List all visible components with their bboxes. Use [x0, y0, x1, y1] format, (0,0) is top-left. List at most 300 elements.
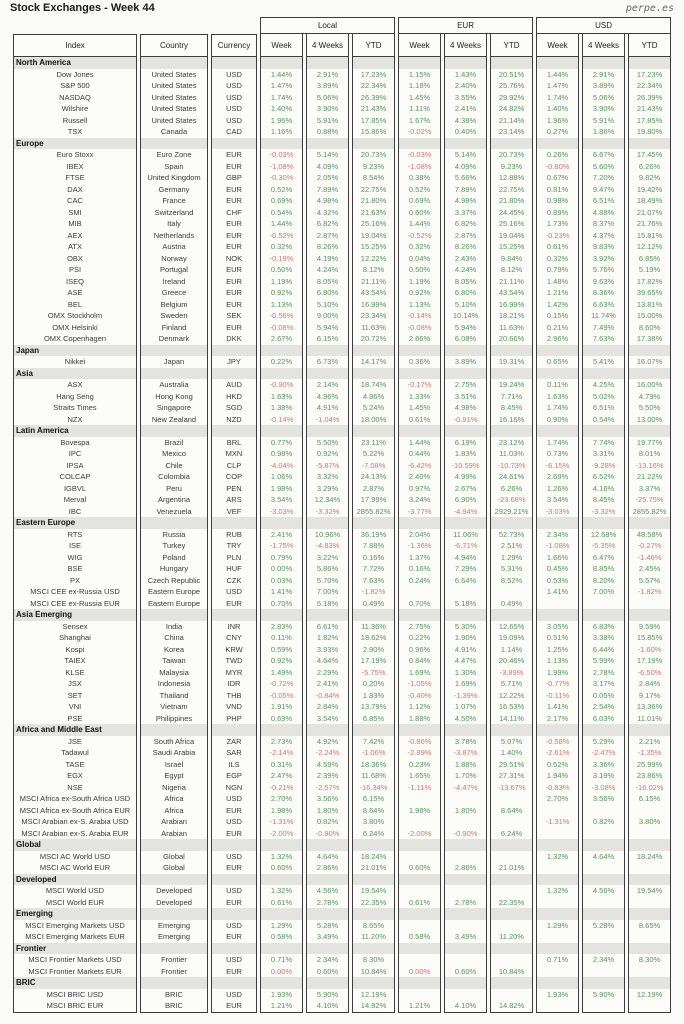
value-cell: 4.32%: [306, 207, 349, 219]
table-row: [13, 621, 671, 633]
index-cell: MSCI Frontier Markets USD: [13, 954, 137, 966]
section-fill: [536, 345, 579, 357]
value-cell: 1.74%: [536, 402, 579, 414]
value-cell: 1.48%: [536, 276, 579, 288]
section-fill: [536, 57, 579, 69]
section-fill: [444, 609, 487, 621]
value-cell: 8.64%: [352, 805, 395, 817]
value-cell: 0.70%: [398, 598, 441, 610]
section-fill: [582, 57, 625, 69]
value-cell: 0.61%: [536, 241, 579, 253]
value-cell: 0.00%: [260, 966, 303, 978]
value-cell: 0.60%: [398, 862, 441, 874]
currency-cell: JPY: [211, 356, 257, 368]
value-cell: 17.45%: [628, 149, 671, 161]
currency-cell: EUR: [211, 828, 257, 840]
value-cell: -0.80%: [536, 161, 579, 173]
value-cell: 2.90%: [352, 644, 395, 656]
value-cell: 23.14%: [490, 126, 533, 138]
index-cell: PSI: [13, 264, 137, 276]
value-cell: 1.96%: [536, 115, 579, 127]
table-row: [13, 701, 671, 713]
value-cell: 4.86%: [352, 391, 395, 403]
value-cell: 3.32%: [306, 471, 349, 483]
value-cell: 1.40%: [260, 103, 303, 115]
value-cell: 17.85%: [628, 115, 671, 127]
value-cell: 12.22%: [352, 253, 395, 265]
value-cell: 1.16%: [260, 126, 303, 138]
value-cell: 5.18%: [444, 598, 487, 610]
column-header-currency: Currency: [211, 34, 257, 57]
currency-cell: VND: [211, 701, 257, 713]
table-row: [13, 322, 671, 334]
value-cell: 10.96%: [306, 529, 349, 541]
page-title: Stock Exchanges - Week 44: [10, 2, 155, 14]
value-cell: 19.80%: [628, 126, 671, 138]
index-cell: MSCI Africa ex-South Africa USD: [13, 793, 137, 805]
index-cell: BEL: [13, 299, 137, 311]
value-cell: 1.83%: [352, 690, 395, 702]
section-fill: [628, 943, 671, 955]
currency-cell: EUR: [211, 195, 257, 207]
value-cell: 8.85%: [582, 563, 625, 575]
value-cell: 1.41%: [536, 701, 579, 713]
index-cell: OMX Stockholm: [13, 310, 137, 322]
country-cell: Japan: [140, 356, 208, 368]
value-cell: 24.82%: [490, 103, 533, 115]
value-cell: 2.86%: [444, 862, 487, 874]
section-fill: [306, 724, 349, 736]
value-cell: 7.71%: [490, 391, 533, 403]
value-cell: 39.65%: [628, 287, 671, 299]
currency-cell: USD: [211, 954, 257, 966]
value-cell: 3.22%: [306, 552, 349, 564]
currency-cell: EUR: [211, 322, 257, 334]
currency-cell: USD: [211, 793, 257, 805]
value-cell: 6.26%: [628, 161, 671, 173]
section-fill: [490, 908, 533, 920]
value-cell: 2.51%: [490, 540, 533, 552]
value-cell: -6.42%: [398, 460, 441, 472]
value-cell: [398, 954, 441, 966]
value-cell: 5.07%: [490, 736, 533, 748]
currency-cell: KRW: [211, 644, 257, 656]
column-header-index: Index: [13, 34, 137, 57]
value-cell: 21.43%: [352, 103, 395, 115]
value-cell: 4.38%: [444, 115, 487, 127]
value-cell: -0.03%: [398, 149, 441, 161]
table-row: [13, 552, 671, 564]
section-fill: [628, 345, 671, 357]
value-cell: 1.82%: [306, 632, 349, 644]
value-cell: [398, 851, 441, 863]
table-row: [13, 115, 671, 127]
value-cell: 8.52%: [490, 575, 533, 587]
value-cell: 3.56%: [306, 793, 349, 805]
value-cell: 1.29%: [260, 920, 303, 932]
table-row: [13, 747, 671, 759]
value-cell: 1.91%: [260, 701, 303, 713]
value-cell: 0.44%: [398, 448, 441, 460]
index-cell: NZX: [13, 414, 137, 426]
currency-cell: MYR: [211, 667, 257, 679]
value-cell: [582, 1000, 625, 1013]
value-cell: -0.90%: [306, 828, 349, 840]
value-cell: 9.63%: [582, 276, 625, 288]
value-cell: 0.61%: [260, 897, 303, 909]
value-cell: 1.18%: [398, 80, 441, 92]
value-cell: 1.69%: [444, 678, 487, 690]
section-fill: [444, 57, 487, 69]
value-cell: 17.85%: [352, 115, 395, 127]
value-cell: 22.35%: [490, 897, 533, 909]
value-cell: 0.92%: [260, 287, 303, 299]
value-cell: 1.11%: [398, 103, 441, 115]
country-cell: Global: [140, 851, 208, 863]
index-cell: Nikkei: [13, 356, 137, 368]
value-cell: 2.87%: [352, 483, 395, 495]
value-cell: 21.11%: [490, 276, 533, 288]
section-fill: [306, 345, 349, 357]
value-cell: 2.78%: [582, 667, 625, 679]
currency-cell: NGN: [211, 782, 257, 794]
value-cell: 7.00%: [306, 586, 349, 598]
section-row: [13, 874, 671, 886]
index-cell: S&P 500: [13, 80, 137, 92]
country-cell: Australia: [140, 379, 208, 391]
value-cell: -1.04%: [306, 414, 349, 426]
value-cell: -7.08%: [352, 460, 395, 472]
value-cell: -10.73%: [490, 460, 533, 472]
value-cell: 6.15%: [628, 793, 671, 805]
value-cell: 19.04%: [490, 230, 533, 242]
value-cell: 29.92%: [490, 92, 533, 104]
country-cell: Czech Republic: [140, 575, 208, 587]
value-cell: 15.00%: [628, 310, 671, 322]
value-cell: -1.31%: [260, 816, 303, 828]
section-fill: [211, 57, 257, 69]
table-row: [13, 598, 671, 610]
table-row: [13, 713, 671, 725]
section-fill: [140, 977, 208, 989]
index-cell: Euro Stoxx: [13, 149, 137, 161]
value-cell: -1.75%: [260, 540, 303, 552]
country-cell: Malaysia: [140, 667, 208, 679]
value-cell: 0.00%: [398, 966, 441, 978]
value-cell: 4.59%: [306, 759, 349, 771]
value-cell: 0.54%: [260, 207, 303, 219]
value-cell: 3.36%: [582, 759, 625, 771]
value-cell: -0.27%: [628, 540, 671, 552]
value-cell: [490, 851, 533, 863]
value-cell: -1.08%: [260, 161, 303, 173]
index-cell: IBC: [13, 506, 137, 518]
value-cell: 15.25%: [490, 241, 533, 253]
value-cell: 0.92%: [398, 287, 441, 299]
table-row: [13, 851, 671, 863]
value-cell: 0.16%: [398, 563, 441, 575]
currency-cell: HKD: [211, 391, 257, 403]
value-cell: 1.30%: [444, 667, 487, 679]
currency-cell: EUR: [211, 897, 257, 909]
table-row: [13, 529, 671, 541]
value-cell: [444, 885, 487, 897]
value-cell: 1.66%: [536, 552, 579, 564]
section-fill: [628, 874, 671, 886]
country-cell: Austria: [140, 241, 208, 253]
currency-cell: EUR: [211, 230, 257, 242]
value-cell: 11.20%: [352, 931, 395, 943]
value-cell: 5.22%: [352, 448, 395, 460]
currency-cell: USD: [211, 920, 257, 932]
value-cell: 3.38%: [582, 632, 625, 644]
value-cell: 0.45%: [536, 563, 579, 575]
value-cell: 13.81%: [628, 299, 671, 311]
value-cell: [398, 989, 441, 1001]
value-cell: -0.83%: [536, 782, 579, 794]
table-row: [13, 287, 671, 299]
value-cell: 5.94%: [444, 322, 487, 334]
value-cell: 5.29%: [582, 736, 625, 748]
value-cell: [490, 586, 533, 598]
value-cell: 17.82%: [628, 276, 671, 288]
country-cell: Sweden: [140, 310, 208, 322]
table-row: [13, 989, 671, 1001]
currency-cell: EUR: [211, 966, 257, 978]
index-cell: Merval: [13, 494, 137, 506]
section-fill: [140, 609, 208, 621]
country-cell: Greece: [140, 287, 208, 299]
currency-cell: EUR: [211, 161, 257, 173]
value-cell: 8.64%: [490, 805, 533, 817]
currency-cell: ZAR: [211, 736, 257, 748]
value-cell: 20.72%: [352, 333, 395, 345]
column-group-local: Local: [260, 17, 395, 34]
column-group-usd: USD: [536, 17, 671, 34]
index-cell: NASDAQ: [13, 92, 137, 104]
value-cell: [536, 1000, 579, 1013]
value-cell: [444, 586, 487, 598]
value-cell: 0.11%: [260, 632, 303, 644]
country-cell: Russia: [140, 529, 208, 541]
value-cell: 11.06%: [444, 529, 487, 541]
index-cell: TAIEX: [13, 655, 137, 667]
value-cell: 4.10%: [444, 1000, 487, 1013]
value-cell: 4.92%: [306, 736, 349, 748]
value-cell: 21.01%: [490, 862, 533, 874]
section-fill: [352, 609, 395, 621]
column-group-eur: EUR: [398, 17, 533, 34]
value-cell: 5.14%: [444, 149, 487, 161]
header-spacer: [211, 17, 257, 34]
value-cell: 16.00%: [628, 379, 671, 391]
index-cell: Russell: [13, 115, 137, 127]
value-cell: 11.03%: [490, 448, 533, 460]
value-cell: 7.20%: [582, 172, 625, 184]
value-cell: 0.23%: [398, 759, 441, 771]
section-fill: [260, 345, 303, 357]
country-cell: Italy: [140, 218, 208, 230]
index-cell: MSCI CEE ex-Russia USD: [13, 586, 137, 598]
index-cell: Hang Seng: [13, 391, 137, 403]
section-fill: [582, 368, 625, 380]
value-cell: 8.05%: [306, 276, 349, 288]
currency-cell: BRL: [211, 437, 257, 449]
value-cell: 0.26%: [536, 149, 579, 161]
column-header-usd-4-weeks: 4 Weeks: [582, 34, 625, 57]
table-row: [13, 230, 671, 242]
value-cell: -3.08%: [582, 782, 625, 794]
value-cell: 0.21%: [536, 322, 579, 334]
section-fill: [260, 57, 303, 69]
section-fill: [490, 839, 533, 851]
value-cell: 0.71%: [260, 954, 303, 966]
table-row: [13, 207, 671, 219]
value-cell: 5.06%: [582, 92, 625, 104]
value-cell: 4.16%: [582, 483, 625, 495]
section-fill: [260, 943, 303, 955]
value-cell: 22.75%: [490, 184, 533, 196]
value-cell: 0.79%: [536, 264, 579, 276]
value-cell: [628, 966, 671, 978]
currency-cell: IDR: [211, 678, 257, 690]
index-cell: NSE: [13, 782, 137, 794]
section-fill: [352, 839, 395, 851]
value-cell: 1.93%: [260, 989, 303, 1001]
value-cell: 4.79%: [628, 391, 671, 403]
section-fill: [306, 908, 349, 920]
value-cell: 5.91%: [306, 115, 349, 127]
index-cell: OMX Helsinki: [13, 322, 137, 334]
value-cell: 19.24%: [490, 379, 533, 391]
section-fill: [398, 425, 441, 437]
section-fill: [444, 425, 487, 437]
table-row: [13, 736, 671, 748]
value-cell: 8.60%: [628, 322, 671, 334]
value-cell: 16.99%: [490, 299, 533, 311]
value-cell: 2.69%: [536, 471, 579, 483]
table-row: [13, 644, 671, 656]
value-cell: 15.81%: [628, 230, 671, 242]
value-cell: 20.51%: [490, 69, 533, 81]
section-fill: [536, 368, 579, 380]
section-fill: [398, 839, 441, 851]
value-cell: 7.29%: [444, 563, 487, 575]
value-cell: 23.86%: [628, 770, 671, 782]
section-fill: [444, 368, 487, 380]
index-cell: ASX: [13, 379, 137, 391]
value-cell: -0.19%: [260, 253, 303, 265]
section-fill: [444, 839, 487, 851]
value-cell: -0.21%: [260, 782, 303, 794]
value-cell: 6.85%: [352, 713, 395, 725]
value-cell: 6.80%: [444, 287, 487, 299]
value-cell: 18.74%: [352, 379, 395, 391]
value-cell: 0.98%: [260, 448, 303, 460]
section-fill: [628, 839, 671, 851]
value-cell: 1.86%: [582, 126, 625, 138]
table-row: [13, 126, 671, 138]
value-cell: [582, 862, 625, 874]
country-cell: Netherlands: [140, 230, 208, 242]
value-cell: -0.84%: [306, 690, 349, 702]
value-cell: 0.32%: [260, 241, 303, 253]
value-cell: 8.20%: [582, 575, 625, 587]
index-cell: FTSE: [13, 172, 137, 184]
table-row: [13, 966, 671, 978]
value-cell: 0.27%: [536, 126, 579, 138]
section-fill: [398, 345, 441, 357]
value-cell: 18.24%: [352, 851, 395, 863]
index-cell: MSCI AC World USD: [13, 851, 137, 863]
section-fill: [260, 977, 303, 989]
value-cell: 5.02%: [582, 391, 625, 403]
value-cell: 8.05%: [444, 276, 487, 288]
currency-cell: PHP: [211, 713, 257, 725]
value-cell: -1.08%: [536, 540, 579, 552]
value-cell: [582, 966, 625, 978]
value-cell: [536, 862, 579, 874]
value-cell: 5.90%: [306, 989, 349, 1001]
index-cell: PSE: [13, 713, 137, 725]
section-row: [13, 138, 671, 150]
value-cell: 8.45%: [490, 402, 533, 414]
section-fill: [444, 874, 487, 886]
country-cell: Ireland: [140, 276, 208, 288]
index-cell: EGX: [13, 770, 137, 782]
value-cell: -16.34%: [352, 782, 395, 794]
index-cell: IGBVL: [13, 483, 137, 495]
value-cell: 2.05%: [306, 172, 349, 184]
value-cell: 4.37%: [582, 230, 625, 242]
value-cell: -0.08%: [260, 322, 303, 334]
currency-cell: EUR: [211, 805, 257, 817]
value-cell: -6.15%: [536, 460, 579, 472]
value-cell: -1.31%: [536, 816, 579, 828]
section-fill: [490, 609, 533, 621]
section-label: Developed: [13, 874, 137, 886]
section-fill: [306, 839, 349, 851]
value-cell: [490, 816, 533, 828]
value-cell: 2.21%: [628, 736, 671, 748]
table-row: [13, 816, 671, 828]
value-cell: [582, 805, 625, 817]
value-cell: 11.74%: [582, 310, 625, 322]
value-cell: -1.05%: [398, 678, 441, 690]
value-cell: 17.19%: [628, 655, 671, 667]
country-cell: United States: [140, 80, 208, 92]
country-cell: United States: [140, 103, 208, 115]
value-cell: 6.90%: [444, 494, 487, 506]
value-cell: 1.41%: [536, 586, 579, 598]
value-cell: -5.87%: [306, 460, 349, 472]
value-cell: -5.75%: [352, 667, 395, 679]
value-cell: 6.08%: [444, 333, 487, 345]
table-row: [13, 299, 671, 311]
currency-cell: EUR: [211, 241, 257, 253]
section-fill: [536, 943, 579, 955]
country-cell: United States: [140, 115, 208, 127]
section-fill: [444, 345, 487, 357]
value-cell: [490, 885, 533, 897]
country-cell: Emerging: [140, 931, 208, 943]
value-cell: 1.44%: [398, 437, 441, 449]
value-cell: 5.50%: [628, 402, 671, 414]
section-row: [13, 517, 671, 529]
section-fill: [490, 874, 533, 886]
value-cell: 0.97%: [398, 483, 441, 495]
section-row: [13, 943, 671, 955]
